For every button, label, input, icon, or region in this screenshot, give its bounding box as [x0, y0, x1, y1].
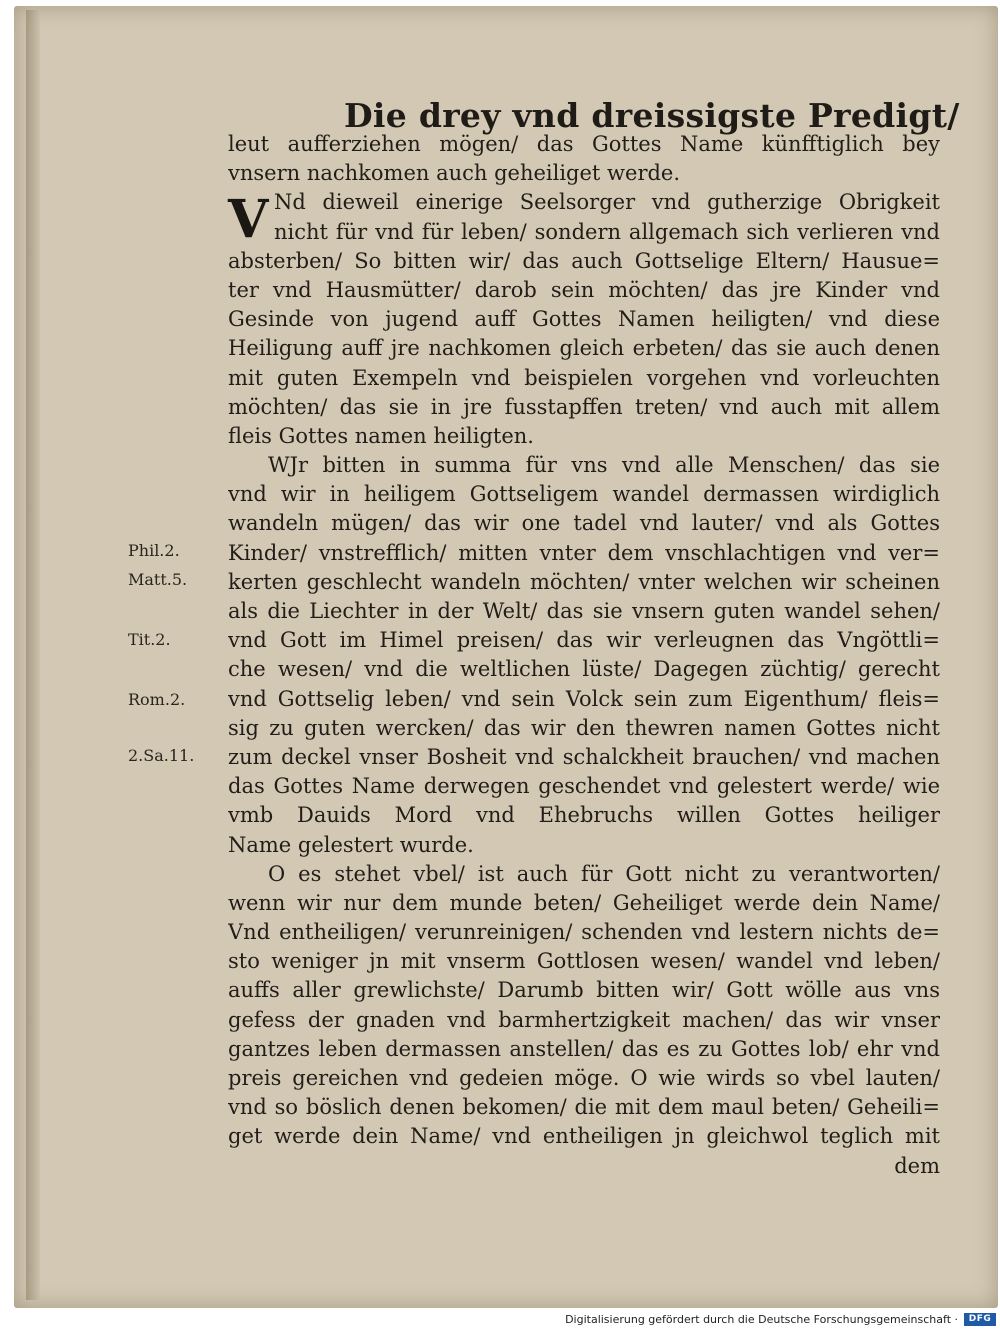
text-line: Vnd entheiligen/ verunreinigen/ schenden vnd lestern nichts de=	[228, 920, 940, 945]
page-gutter-shadow	[26, 10, 40, 1300]
margin-note-tit: Tit.2.	[128, 630, 171, 649]
text-line: vnd so böslich denen bekomen/ die mit dem maul beten/ Geheili=	[228, 1095, 940, 1120]
text-line: Nd dieweil einerige Seelsorger vnd gutherzige Obrigkeit	[274, 190, 940, 215]
text-line: ter vnd Hausmütter/ darob sein möchten/ das jre Kinder vnd	[228, 277, 940, 302]
text-line: O es stehet vbel/ ist auch für Gott nicht zu verantworten/	[268, 861, 940, 886]
text-line: auffs aller grewlichste/ Darumb bitten wir/ Gott wölle aus vns	[228, 978, 940, 1003]
text-line: vnd Gott im Himel preisen/ das wir verleugnen das Vngöttli=	[228, 628, 940, 653]
text-line: das Gottes Name derwegen geschendet vnd gelestert werde/ wie	[228, 774, 940, 799]
text-line: möchten/ das sie in jre fusstapffen treten/ vnd auch mit allem	[228, 394, 940, 419]
text-line: Gesinde von jugend auff Gottes Namen heiligten/ vnd diese	[228, 307, 940, 332]
text-line: Heiligung auff jre nachkomen gleich erbeten/ das sie auch denen	[228, 336, 940, 361]
text-line: Name gelestert wurde.	[228, 832, 474, 857]
text-line: kerten geschlecht wandeln möchten/ vnter welchen wir scheinen	[228, 569, 940, 594]
text-line: zum deckel vnser Bosheit vnd schalckheit brauchen/ vnd machen	[228, 744, 940, 769]
catchword: dem	[894, 1153, 940, 1178]
text-line: get werde dein Name/ vnd entheiligen jn gleichwol teglich mit	[228, 1124, 940, 1149]
text-line: leut aufferziehen mögen/ das Gottes Name künfftiglich bey	[228, 132, 940, 156]
margin-note-matt: Matt.5.	[128, 570, 188, 589]
margin-note-2sa: 2.Sa.11.	[128, 746, 195, 765]
dfg-logo: DFG	[964, 1313, 996, 1326]
text-line: vnsern nachkomen auch geheiliget werde.	[228, 161, 681, 186]
text-line: wenn wir nur dem munde beten/ Geheiliget werde dein Name/	[228, 890, 940, 915]
running-head: Die drey vnd dreissigste Predigt/	[344, 96, 960, 135]
text-line: gefess der gnaden vnd barmhertzigkeit machen/ das wir vnser	[228, 1007, 940, 1032]
margin-note-phil: Phil.2.	[128, 541, 180, 560]
text-line: sig zu guten wercken/ das wir den thewren namen Gottes nicht	[228, 715, 940, 740]
text-line: als die Liechter in der Welt/ das sie vnsern guten wandel sehen/	[228, 599, 940, 623]
text-line: vmb Dauids Mord vnd Ehebruchs willen Gottes heiliger	[228, 803, 940, 828]
dfg-credit-text: Digitalisierung gefördert durch die Deutsche Forschungsgemeinschaft ·	[565, 1313, 958, 1326]
text-line: WJr bitten in summa für vns vnd alle Menschen/ das sie	[268, 453, 940, 478]
margin-note-rom: Rom.2.	[128, 690, 186, 709]
text-line: absterben/ So bitten wir/ das auch Gottselige Eltern/ Hausue=	[228, 248, 940, 273]
drop-initial: V	[228, 189, 269, 250]
text-line: vnd Gottselig leben/ vnd sein Volck sein zum Eigenthum/ fleis=	[228, 686, 940, 711]
text-line: wandeln mügen/ das wir one tadel vnd lauter/ vnd als Gottes	[228, 511, 940, 536]
text-line: preis gereichen vnd gedeien möge. O wie wirds so vbel lauten/	[228, 1066, 940, 1090]
text-line: nicht für vnd für leben/ sondern allgemach sich verlieren vnd	[274, 219, 940, 244]
text-line: Kinder/ vnstrefflich/ mitten vnter dem vnschlachtigen vnd ver=	[228, 540, 940, 565]
text-line: sto weniger jn mit vnserm Gottlosen wesen/ wandel vnd leben/	[228, 949, 940, 974]
text-block	[228, 130, 940, 1181]
text-line: che wesen/ vnd die weltlichen lüste/ Dagegen züchtig/ gerecht	[228, 657, 940, 682]
text-line: vnd wir in heiligem Gottseligem wandel dermassen wirdiglich	[228, 482, 940, 507]
text-line: fleis Gottes namen heiligten.	[228, 423, 534, 448]
text-line: mit guten Exempeln vnd beispielen vorgehen vnd vorleuchten	[228, 365, 940, 390]
text-line: gantzes leben dermassen anstellen/ das es zu Gottes lob/ ehr vnd	[228, 1036, 940, 1061]
